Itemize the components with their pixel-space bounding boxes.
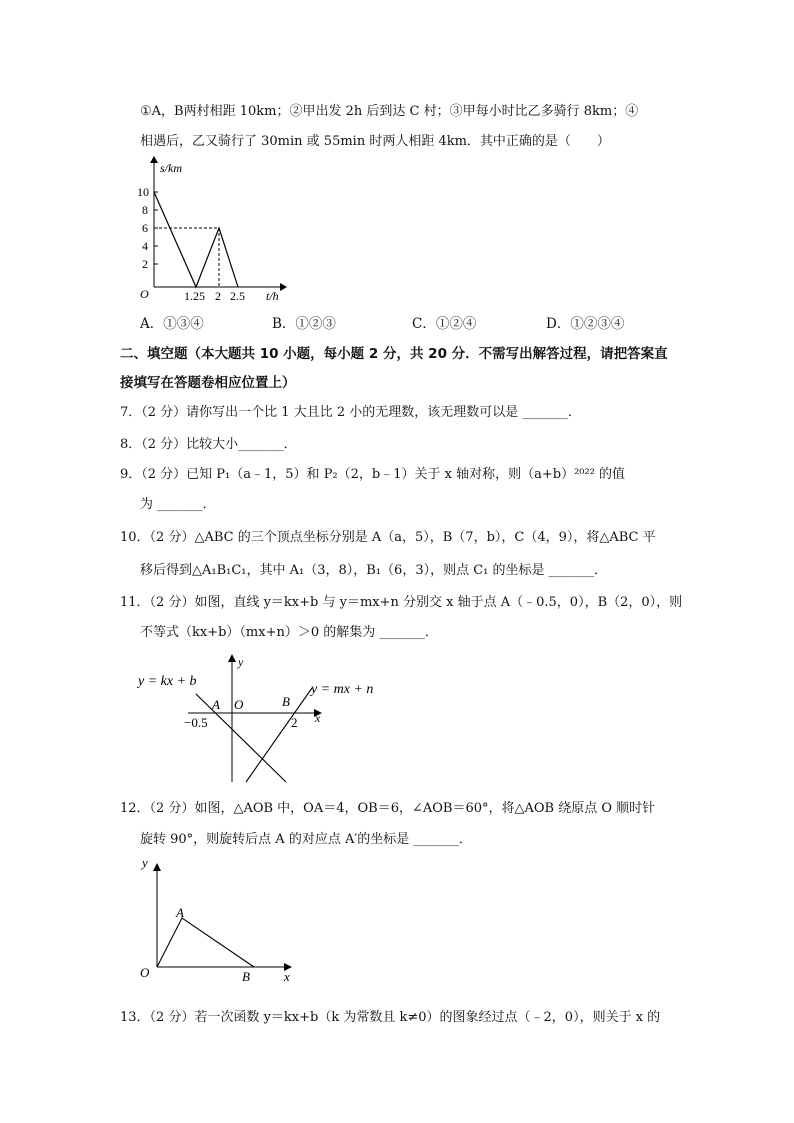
q11-y-label: y (238, 655, 244, 669)
q6-xtick-2.5: 2.5 (230, 289, 245, 303)
q6-graph (130, 155, 290, 305)
q6-option-a: A．①③④ (140, 316, 204, 332)
q11-graph (136, 652, 396, 787)
q12-y-label: y (142, 855, 148, 870)
q6-option-d: D．①②③④ (546, 316, 625, 332)
q11-line2: 不等式（kx+b）（mx+n）＞0 的解集为 _______． (140, 625, 438, 640)
q9-line1: 9．（2 分）已知 P₁（a﹣1，5）和 P₂（2，b﹣1）关于 x 轴对称，则（a+b）²⁰²² 的值 (120, 467, 626, 482)
q12-point-b: B (242, 969, 250, 984)
q6-line1: ①A，B两村相距 10km；②甲出发 2h 后到达 C 村；③甲每小时比乙多骑行 8km；④ (140, 104, 639, 119)
q13-line1: 13．（2 分）若一次函数 y＝kx+b（k 为常数且 k≠0）的图象经过点（﹣2，0），则关于 x 的 (120, 1010, 661, 1025)
q12-line2: 旋转 90°，则旋转后点 A 的对应点 A′的坐标是 _______． (140, 832, 472, 847)
q8: 8．（2 分）比较大小_______． (120, 437, 297, 452)
q10-line2: 移后得到△A₁B₁C₁，其中 A₁（3，8），B₁（6，3），则点 C₁ 的坐标是 _______． (140, 563, 608, 578)
q6-ytick-10: 10 (137, 185, 149, 199)
q6-x-axis-label: t/h (266, 289, 279, 303)
q10-line1: 10．（2 分）△ABC 的三个顶点坐标分别是 A（a，5），B（7，b），C（4，9），将△ABC 平 (120, 530, 656, 545)
q12-graph (136, 857, 316, 987)
q11-point-a: A (212, 697, 220, 712)
q6-origin-label: O (140, 287, 149, 301)
q11-x-label: x (315, 711, 321, 725)
q6-xtick-2: 2 (215, 289, 221, 303)
q12-line1: 12．（2 分）如图，△AOB 中，OA＝4，OB＝6，∠AOB＝60°，将△AOB 绕原点 O 顺时针 (120, 801, 656, 816)
q11-eq2: y = mx + n (311, 682, 374, 697)
q11-point-b: B (282, 694, 290, 709)
q11-tick-2: 2 (291, 715, 298, 730)
q12-x-label: x (284, 969, 290, 984)
q6-ytick-6: 6 (142, 221, 148, 235)
q6-ytick-4: 4 (142, 239, 148, 253)
q6-option-c: C．①②④ (412, 316, 477, 332)
q11-tick-neg-half: −0.5 (184, 715, 208, 730)
q12-point-a: A (176, 905, 184, 920)
q6-option-b: B．①②③ (272, 316, 336, 332)
q6-ytick-2: 2 (142, 257, 148, 271)
q6-ytick-8: 8 (142, 203, 148, 217)
q7: 7．（2 分）请你写出一个比 1 大且比 2 小的无理数，该无理数可以是 _______． (120, 405, 581, 420)
q11-point-o: O (234, 697, 244, 712)
section2-heading-line1: 二、填空题（本大题共 10 小题，每小题 2 分，共 20 分．不需写出解答过程，请把答案直 (120, 346, 668, 362)
q6-line2: 相遇后，乙又骑行了 30min 或 55min 时两人相距 4km．其中正确的是（ ） (140, 134, 610, 149)
q6-y-axis-label: s/km (160, 161, 182, 175)
q11-eq1: y = kx + b (138, 674, 197, 689)
q9-line2: 为 _______． (140, 497, 216, 512)
q12-point-o: O (140, 965, 150, 980)
section2-heading-line2: 接填写在答题卷相应位置上） (120, 375, 296, 391)
q6-xtick-1.25: 1.25 (184, 289, 205, 303)
q11-line1: 11．（2 分）如图，直线 y＝kx+b 与 y＝mx+n 分别交 x 轴于点 A（﹣0.5，0），B（2，0），则 (120, 595, 683, 610)
